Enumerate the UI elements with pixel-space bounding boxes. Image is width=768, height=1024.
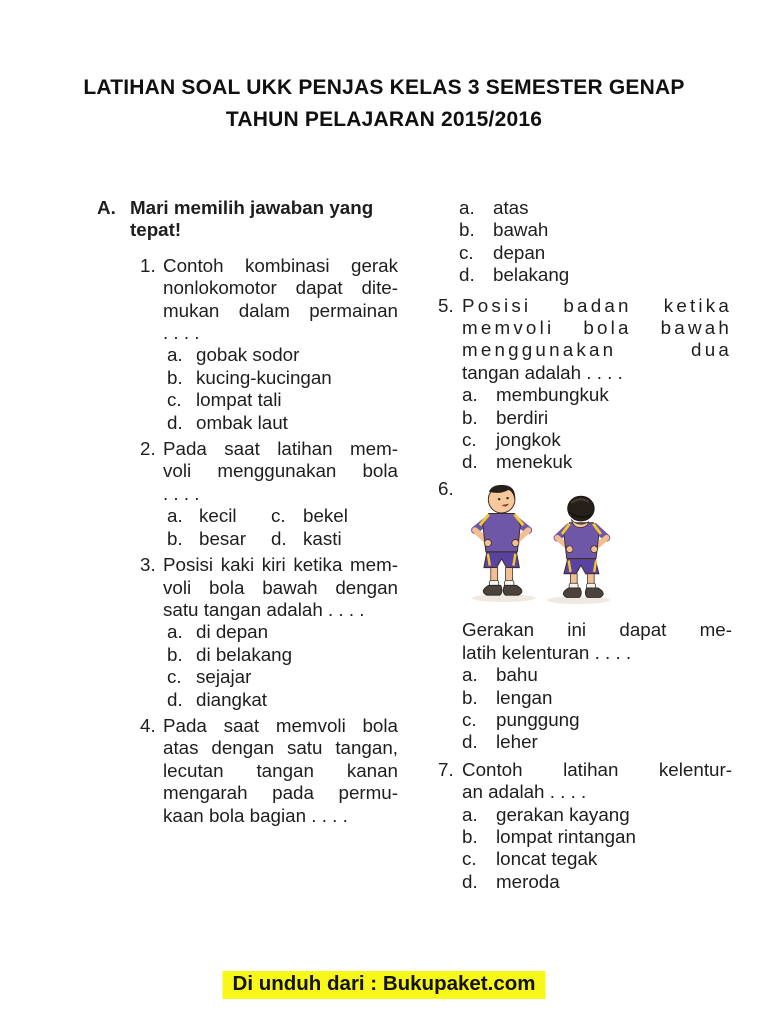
question-3 [140, 554, 398, 711]
question-5-option-b [462, 407, 732, 429]
question-6-option-a [462, 664, 732, 686]
question-5-line: menggunakan dua [462, 339, 732, 361]
question-1-option-c [163, 389, 398, 411]
option-letter: a. [167, 621, 183, 643]
section-a-heading [97, 197, 398, 242]
option-text: di depan [196, 621, 269, 643]
option-text: lengan [496, 686, 553, 708]
two-boys-neck-exercise-illustration [462, 478, 620, 606]
option-text: bekel [303, 505, 348, 527]
option-text: bawah [493, 219, 549, 241]
option-text: ombak laut [196, 411, 288, 433]
question-7-line: an adalah . . . . [462, 781, 587, 803]
option-text: sejajar [196, 666, 252, 688]
question-3-option-d [163, 689, 398, 711]
question-7-option-c [462, 848, 732, 870]
question-4-option-a [459, 197, 732, 219]
question-1-line: mukan dalam permainan [163, 299, 398, 321]
option-text: kecil [199, 505, 237, 527]
question-5-option-c [462, 429, 732, 451]
option-text: gerakan kayang [496, 803, 630, 825]
boy-standing [475, 485, 528, 595]
section-heading-line-1: Mari memilih jawaban yang [130, 197, 374, 218]
question-7 [438, 759, 732, 893]
question-4-number: 4. [140, 714, 156, 736]
question-4-line: lecutan tangan kanan [163, 759, 398, 781]
question-3-option-c [163, 666, 398, 688]
shadow [472, 594, 535, 602]
option-text: leher [496, 731, 538, 753]
option-letter: c. [271, 505, 286, 527]
question-5-line: memvoli bola bawah [462, 317, 732, 339]
download-footer: Di unduh dari : Bukupaket.com [223, 971, 546, 999]
section-heading-text [130, 197, 398, 242]
question-3-line: Posisi kaki kiri ketika mem- [163, 554, 398, 576]
question-5-line: Posisi badan ketika [462, 294, 732, 316]
option-letter: d. [271, 527, 287, 549]
question-3-number: 3. [140, 554, 156, 576]
question-5-option-d [462, 451, 732, 473]
question-7-option-b [462, 826, 732, 848]
option-letter: c. [462, 708, 477, 730]
option-letter: b. [167, 366, 183, 388]
question-5-number: 5. [438, 294, 454, 316]
question-3-line: voli bola bawah dengan [163, 576, 398, 598]
question-1 [140, 255, 398, 434]
question-5-option-a [462, 384, 732, 406]
question-4-option-b [459, 219, 732, 241]
option-letter: a. [167, 505, 183, 527]
option-text: membungkuk [496, 384, 609, 406]
question-6-option-b [462, 687, 732, 709]
option-text: lompat rintangan [496, 825, 636, 847]
option-letter: c. [459, 241, 474, 263]
question-4-option-d [459, 264, 732, 286]
option-text: atas [493, 197, 529, 218]
question-6 [438, 478, 732, 754]
question-4-option-c [459, 242, 732, 264]
question-3-option-b [163, 644, 398, 666]
question-7-line: Contoh latihan kelentur- [462, 758, 732, 780]
question-3-line: satu tangan adalah . . . . [163, 598, 365, 620]
option-letter: b. [459, 219, 475, 241]
option-text: menekuk [496, 451, 573, 473]
section-label: A. [97, 197, 116, 218]
question-4 [140, 715, 398, 827]
option-text: punggung [496, 708, 580, 730]
option-text: di belakang [196, 643, 293, 665]
question-2-number: 2. [140, 438, 156, 460]
option-text: besar [199, 527, 246, 549]
right-column [438, 197, 732, 897]
question-1-line: nonlokomotor dapat dite- [163, 277, 398, 299]
option-letter: b. [167, 643, 183, 665]
option-letter: d. [459, 264, 475, 286]
option-letter: b. [462, 686, 478, 708]
page-title-line-2: TAHUN PELAJARAN 2015/2016 [225, 108, 543, 131]
question-2-line: voli menggunakan bola [163, 460, 398, 482]
question-6-option-c [462, 709, 732, 731]
option-text: jongkok [496, 429, 561, 451]
question-6-caption-line: latih kelenturan . . . . [462, 641, 632, 663]
question-7-option-d [462, 871, 732, 893]
question-1-ellipsis: . . . . [163, 322, 200, 344]
option-text: bahu [496, 664, 538, 686]
option-text: diangkat [196, 688, 268, 710]
question-4-line: Pada saat memvoli bola [163, 714, 398, 736]
option-letter: b. [462, 406, 478, 428]
option-text: loncat tegak [496, 848, 598, 870]
question-1-option-d [163, 412, 398, 434]
option-letter: a. [462, 664, 478, 686]
question-2-ellipsis: . . . . [163, 482, 200, 504]
option-letter: c. [167, 666, 182, 688]
question-2 [140, 438, 398, 550]
question-4-line: atas dengan satu tangan, [163, 737, 398, 759]
option-letter: d. [167, 688, 183, 710]
option-letter: c. [167, 389, 182, 411]
question-4-options [459, 197, 732, 287]
page-title [0, 72, 768, 136]
option-text: berdiri [496, 406, 549, 428]
question-1-option-a [163, 344, 398, 366]
question-3-option-a [163, 621, 398, 643]
option-text: gobak sodor [196, 344, 300, 366]
question-7-option-a [462, 804, 732, 826]
section-heading-line-2: tepat! [130, 219, 182, 241]
question-2-line: Pada saat latihan mem- [163, 438, 398, 460]
option-text: depan [493, 241, 546, 263]
option-letter: d. [167, 411, 183, 433]
question-5-line: tangan adalah . . . . [462, 361, 623, 383]
question-1-number: 1. [140, 254, 156, 276]
question-1-line: Contoh kombinasi gerak [163, 254, 398, 276]
option-text: meroda [496, 870, 560, 892]
option-text: lompat tali [196, 389, 282, 411]
question-6-option-d [462, 731, 732, 753]
question-1-option-b [163, 367, 398, 389]
question-6-caption-line: Gerakan ini dapat me- [462, 619, 732, 641]
option-letter: b. [462, 825, 478, 847]
option-letter: c. [462, 429, 477, 451]
option-text: kasti [303, 527, 342, 549]
option-letter: d. [462, 731, 478, 753]
option-letter: c. [462, 848, 477, 870]
option-text: kucing-kucingan [196, 366, 332, 388]
boy-bowing-head [557, 496, 606, 597]
question-2-options-grid [163, 505, 398, 550]
option-letter: b. [167, 527, 183, 549]
option-letter: a. [167, 344, 183, 366]
left-column [97, 197, 398, 831]
option-letter: a. [459, 197, 475, 218]
option-text: belakang [493, 264, 570, 286]
question-5 [438, 295, 732, 474]
option-letter: a. [462, 384, 478, 406]
option-letter: d. [462, 870, 478, 892]
question-4-line: kaan bola bagian . . . . [163, 804, 348, 826]
question-7-number: 7. [438, 758, 454, 780]
option-letter: d. [462, 451, 478, 473]
question-4-line: mengarah pada permu- [163, 782, 398, 804]
page-title-line-1: LATIHAN SOAL UKK PENJAS KELAS 3 SEMESTER GENAP [83, 76, 685, 99]
option-letter: a. [462, 803, 478, 825]
question-6-number: 6. [438, 477, 454, 499]
question-6-illustration-wrap [462, 478, 732, 611]
